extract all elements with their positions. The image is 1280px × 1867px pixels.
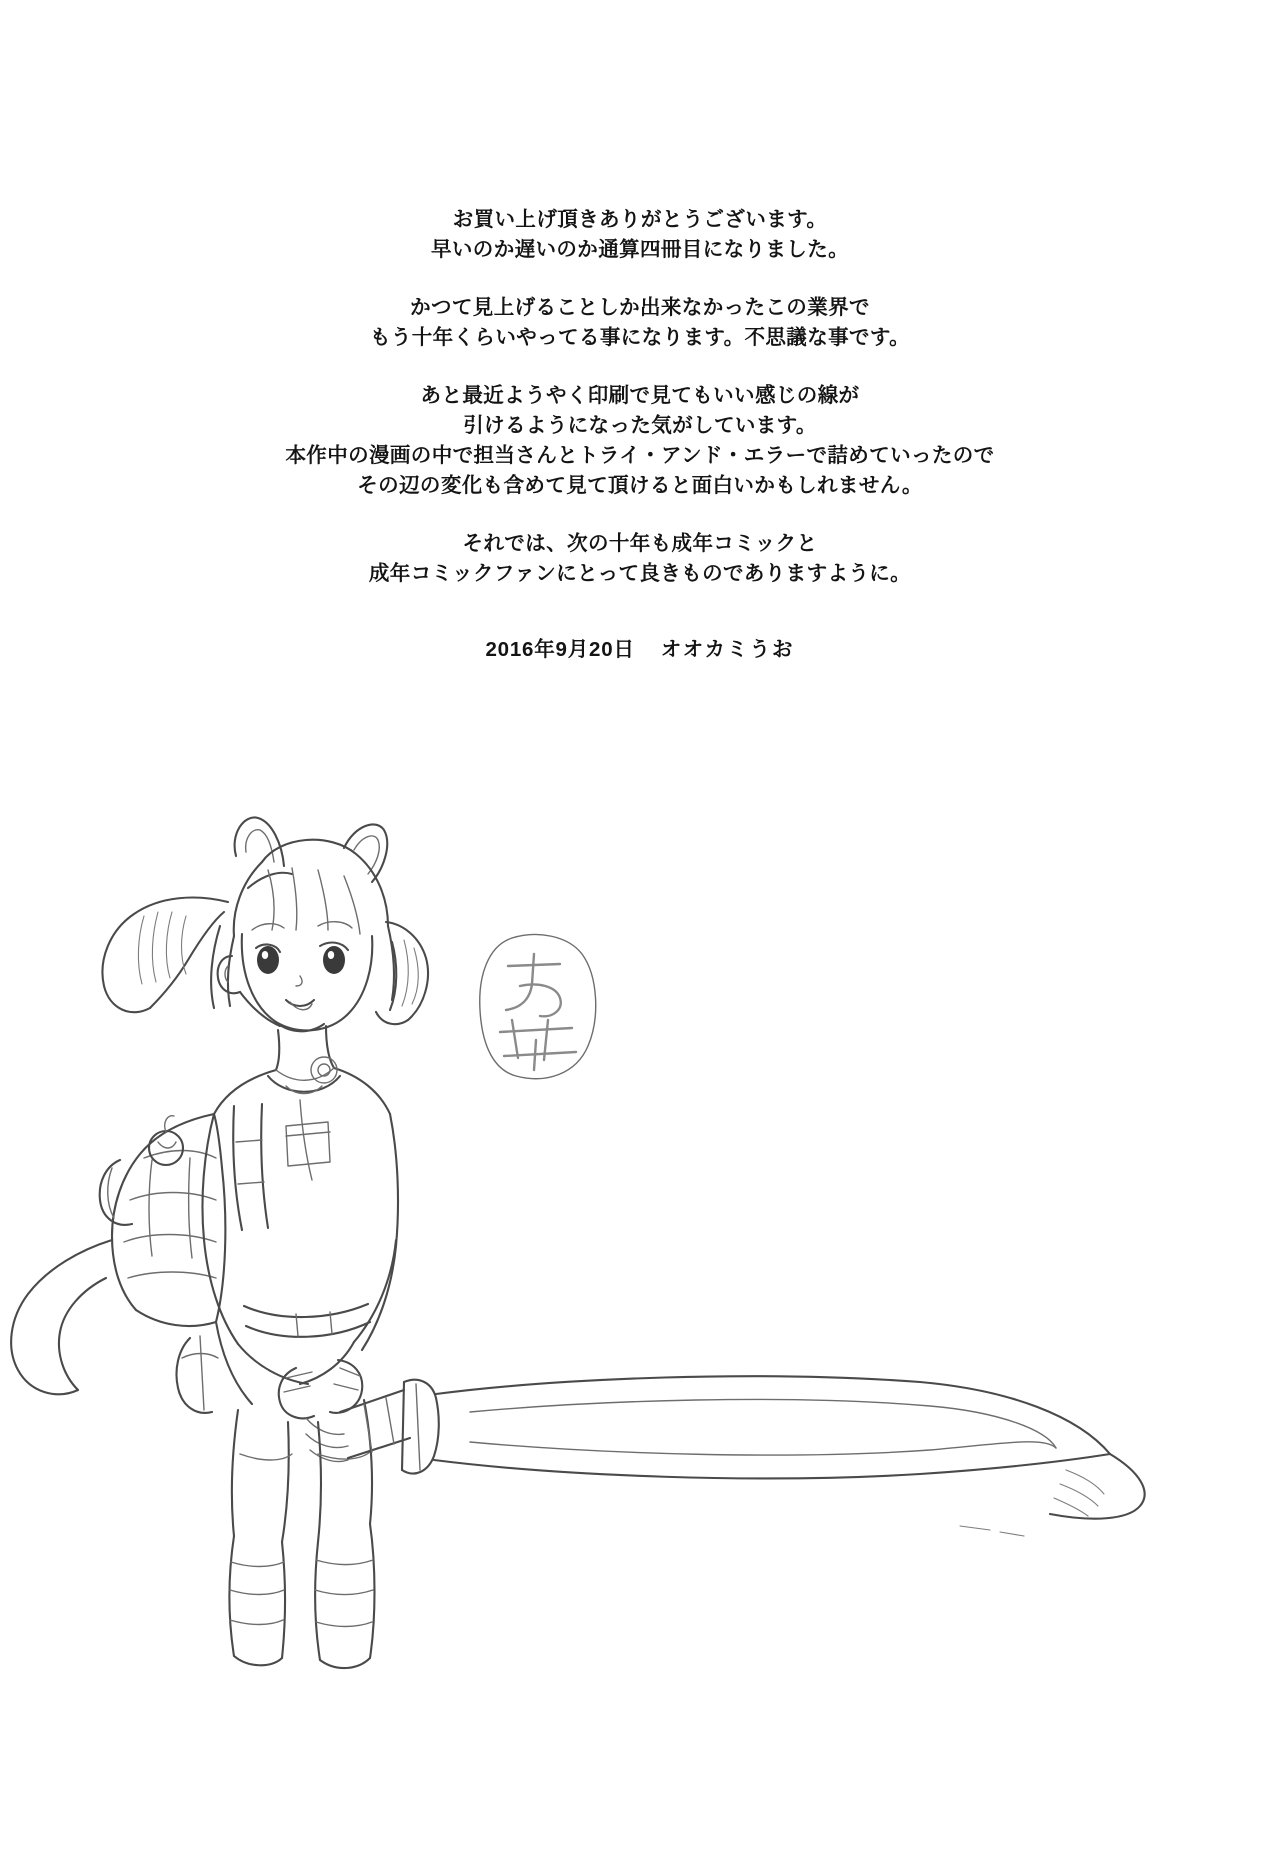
speech-bubble [480,935,596,1079]
signature-date: 2016年9月20日 [485,638,635,661]
afterword-line: 本作中の漫画の中で担当さんとトライ・アンド・エラーで詰めていったので [285,444,995,467]
giant-sword [340,1376,1145,1536]
arms-and-gloves [202,1114,396,1462]
afterword-paragraph [0,381,1280,501]
cat-ears [235,817,388,882]
afterword-paragraph [0,293,1280,353]
afterword-text-block [0,205,1280,665]
afterword-line: 引けるようになった気がしています。 [463,414,817,437]
afterword-signature [0,635,1280,665]
neck-and-torso [214,1026,390,1114]
illustration-sketch [0,770,1280,1867]
signature-line [0,635,1280,665]
afterword-line: それでは、次の十年も成年コミックと [462,532,818,555]
face [218,922,373,1032]
afterword-line: あと最近ようやく印刷で見てもいい感じの線が [420,384,860,407]
backpack [11,1104,268,1394]
afterword-line: もう十年くらいやってる事になります。不思議な事です。 [369,326,911,349]
afterword-paragraph [0,205,1280,265]
speech-bubble-text [500,954,576,1070]
afterword-line: 成年コミックファンにとって良きものでありますように。 [368,562,912,585]
signature-author: オオカミうお [660,638,795,661]
afterword-line: かつて見上げることしか出来なかったこの業界で [410,296,870,319]
hair [228,840,394,1006]
afterword-line: 早いのか遅いのか通算四冊目になりました。 [431,238,849,261]
afterword-line: その辺の変化も含めて見て頂けると面白いかもしれません。 [357,474,923,497]
body-suit [177,1057,399,1413]
afterword-line: お買い上げ頂きありがとうございます。 [452,208,828,231]
legs-and-boots [230,1400,375,1668]
afterword-paragraph [0,529,1280,589]
